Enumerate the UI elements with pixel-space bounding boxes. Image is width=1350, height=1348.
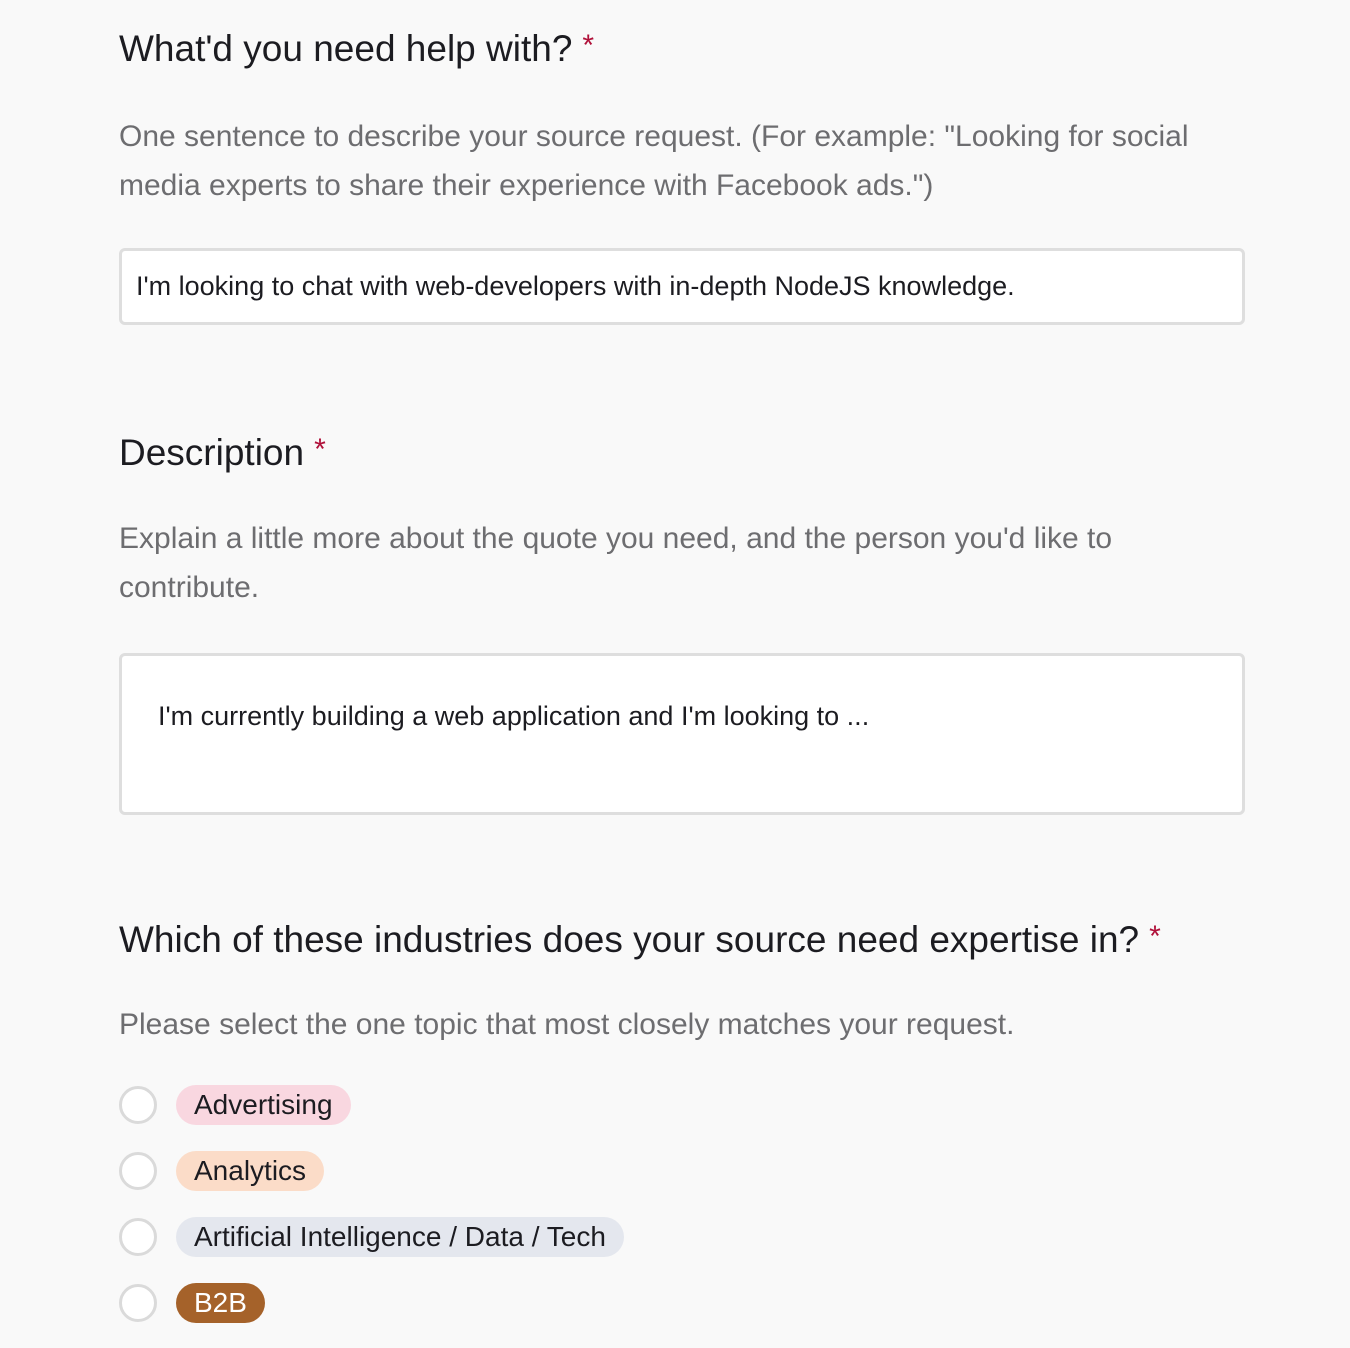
question-title-text: Which of these industries does your source need expertise in? xyxy=(119,919,1140,960)
question-title-text: What'd you need help with? xyxy=(119,28,573,69)
question-help-text: One sentence to describe your source request. (For example: "Looking for social media experts to share their experience with Facebook ads.") xyxy=(119,120,1189,202)
radio-button[interactable] xyxy=(119,1284,157,1322)
question-description xyxy=(119,431,1245,815)
question-help-with xyxy=(119,27,1245,325)
question-title xyxy=(119,431,1245,478)
radio-button[interactable] xyxy=(119,1152,157,1190)
description-textarea[interactable]: I'm currently building a web application and I'm looking to ... xyxy=(119,653,1245,815)
radio-button[interactable] xyxy=(119,1218,157,1256)
question-title-text: Description xyxy=(119,432,305,473)
industry-tag: Advertising xyxy=(176,1085,351,1125)
question-industries xyxy=(119,918,1245,1049)
radio-button[interactable] xyxy=(119,1086,157,1124)
industry-option-analytics[interactable] xyxy=(119,1151,324,1191)
industry-tag: Artificial Intelligence / Data / Tech xyxy=(176,1217,624,1257)
industry-option-ai-data-tech[interactable] xyxy=(119,1217,624,1257)
question-title xyxy=(119,27,1245,74)
industry-option-advertising[interactable] xyxy=(119,1085,351,1125)
required-asterisk: * xyxy=(314,433,326,466)
industry-tag: B2B xyxy=(176,1283,265,1323)
required-asterisk: * xyxy=(1149,920,1161,953)
question-title xyxy=(119,918,1245,965)
question-help-text: Explain a little more about the quote you need, and the person you'd like to contribute. xyxy=(119,522,1113,604)
question-help-text: Please select the one topic that most closely matches your request. xyxy=(119,1008,1015,1041)
industry-option-b2b[interactable] xyxy=(119,1283,265,1323)
industry-tag: Analytics xyxy=(176,1151,324,1191)
required-asterisk: * xyxy=(582,29,595,62)
help-with-input[interactable]: I'm looking to chat with web-developers with in-depth NodeJS knowledge. xyxy=(119,248,1245,325)
